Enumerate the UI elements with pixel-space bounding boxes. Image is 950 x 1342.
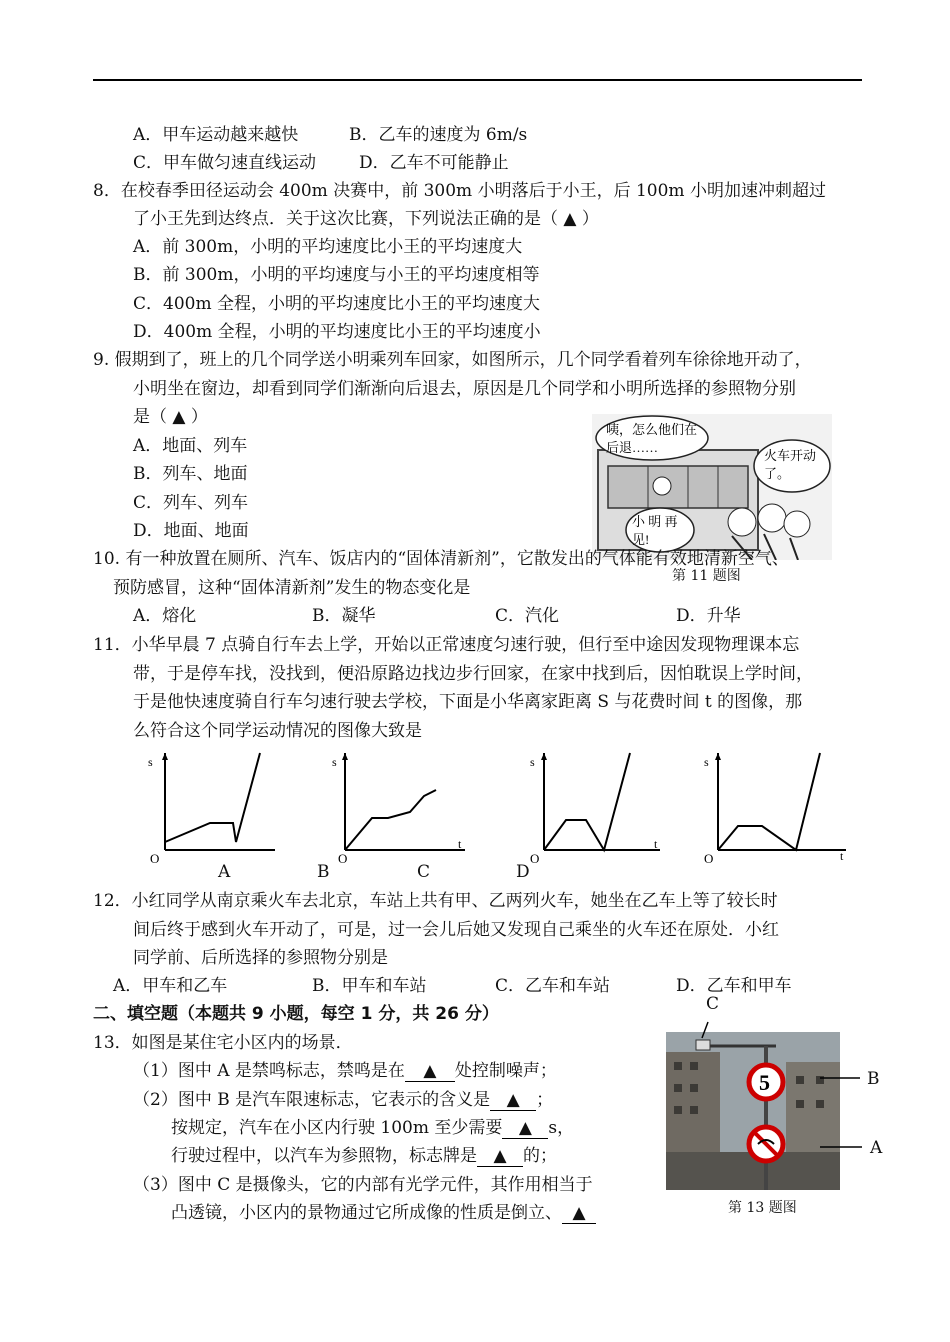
q8-stem-line2: 了小王先到达终点．关于这次比赛，下列说法正确的是（ ▲ ） [133,209,599,229]
speed-sign-number: 5 [759,1070,770,1095]
q13-part2c [171,1146,557,1167]
q13-part1 [133,1061,557,1082]
graph-c-label: C [417,862,431,882]
bubble3-line1: 小 明 再 [632,514,678,529]
graph-b-o: O [338,851,348,866]
section2-title: 二、填空题（本题共 9 小题，每空 1 分，共 26 分） [93,1004,499,1024]
q13-part2b [171,1118,574,1139]
graph-d-o: O [704,851,714,866]
q13-blank5[interactable]: ▲ [562,1203,596,1224]
q13-blank4[interactable]: ▲ [477,1146,523,1167]
q13-part3-line2 [171,1203,596,1224]
q11-stem-line3: 于是他快速度骑自行车匀速行驶去学校，下面是小华离家距离 S 与花费时间 t 的图像，那 [133,692,803,712]
q8-option-b: B．前 300m，小明的平均速度与小王的平均速度相等 [133,265,540,285]
q12-option-b: B．甲车和车站 [312,976,427,996]
graph-a-o: O [150,851,160,866]
q13-label-b: B [867,1069,880,1089]
q13-part2c-post: 的； [523,1146,557,1166]
graph-d-label: D [516,862,530,882]
q12-stem-line2: 间后终于感到火车开动了，可是，过一会儿后她又发现自己乘坐的火车还在原处．小红 [133,920,779,940]
q13-part2b-post: s， [548,1118,575,1138]
q10-stem-line2: 预防感冒，这种“固体清新剂”发生的物态变化是 [113,578,471,598]
q13-part2c-pre: 行驶过程中，以汽车为参照物，标志牌是 [171,1146,477,1166]
graph-c-t: t [654,837,658,851]
q13-part2-post: ； [536,1090,554,1110]
q7-option-a: A．甲车运动越来越快 [133,125,299,145]
q9-option-d: D．地面、地面 [133,521,249,541]
graph-b-t: t [458,837,462,851]
q11-stem-line4: 么符合这个同学运动情况的图像大致是 [133,721,422,741]
graph-d-t: t [840,849,844,863]
q13-part2 [133,1090,553,1111]
bubble3-line2: 见! [632,532,650,547]
q7-option-c: C．甲车做匀速直线运动 [133,153,317,173]
graph-d [700,748,850,873]
q10-option-d: D．升华 [676,606,741,626]
q8-option-d: D．400m 全程，小明的平均速度比小王的平均速度小 [133,322,541,342]
bubble2-line2: 了。 [764,466,791,481]
q10-option-c: C．汽化 [495,606,560,626]
q9-stem-line2: 小明坐在窗边，却看到同学们渐渐向后退去，原因是几个同学和小明所选择的参照物分别 [133,379,796,399]
q10-option-b: B．凝华 [312,606,376,626]
q9-stem-line1: 9. 假期到了，班上的几个同学送小明乘列车回家，如图所示，几个同学看着列车徐徐地开动了， [93,350,812,370]
graph-a-label: A [218,862,231,882]
q13-part1-pre: （1）图中 A 是禁鸣标志，禁鸣是在 [133,1061,405,1081]
q13-part2b-pre: 按规定，汽车在小区内行驶 100m 至少需要 [171,1118,503,1138]
q10-option-a: A．熔化 [133,606,197,626]
q13-figure-caption: 第 13 题图 [728,1200,797,1216]
header-rule [93,79,862,81]
q11-stem-line2: 带，于是停车找，没找到，便沿原路边找边步行回家，在家中找到后，因怕耽误上学时间， [133,664,813,684]
graph-c-s: s [530,755,535,769]
q12-option-a: A．甲车和乙车 [113,976,228,996]
q9-option-c: C．列车、列车 [133,493,249,513]
q13-blank2[interactable]: ▲ [490,1090,536,1111]
q9-option-a: A．地面、列车 [133,436,248,456]
bubble1-line1: 咦，怎么他们在 [606,422,698,437]
q10-stem-line1: 10. 有一种放置在厕所、汽车、饭店内的“固体清新剂”，它散发出的气体能有效地清新空气、 [93,549,789,569]
q7-option-d: D．乙车不可能静止 [359,153,509,173]
q12-stem-line3: 同学前、后所选择的参照物分别是 [133,948,388,968]
q12-stem-line1: 12．小红同学从南京乘火车去北京，车站上共有甲、乙两列火车，她坐在乙车上等了较长时 [93,891,778,911]
graph-a [140,748,280,873]
q8-stem-line1: 8．在校春季田径运动会 400m 决赛中，前 300m 小明落后于小王，后 100m 小明加速冲刺超过 [93,181,826,201]
q13-part2-pre: （2）图中 B 是汽车限速标志，它表示的含义是 [133,1090,491,1110]
graph-d-s: s [704,755,709,769]
q9-stem-line3: 是（ ▲ ） [133,407,208,427]
graph-b [330,748,470,873]
q13-blank1[interactable]: ▲ [405,1061,455,1082]
train-cartoon-figure [592,414,832,560]
q13-part1-post: 处控制噪声； [454,1061,557,1081]
bubble1-line2: 后退…… [606,440,659,455]
q13-blank3[interactable]: ▲ [502,1118,548,1139]
q9-figure-caption: 第 11 题图 [672,568,741,584]
graph-c-o: O [530,851,540,866]
q13-label-c: C [706,994,720,1014]
bubble2-line1: 火车开动 [764,448,817,463]
q8-option-a: A．前 300m，小明的平均速度比小王的平均速度大 [133,237,523,257]
graph-c [524,748,664,873]
graph-b-label: B [317,862,330,882]
q13-part3-text: 凸透镜，小区内的景物通过它所成像的性质是倒立、 [171,1203,562,1223]
q13-part3-line1: （3）图中 C 是摄像头，它的内部有光学元件，其作用相当于 [133,1175,593,1195]
graph-a-s: s [148,755,153,769]
q7-option-b: B．乙车的速度为 6m/s [349,125,528,145]
q12-option-d: D．乙车和甲车 [676,976,792,996]
q13-label-a: A [870,1138,883,1158]
q12-option-c: C．乙车和车站 [495,976,611,996]
graph-b-s: s [332,755,337,769]
q11-stem-line1: 11．小华早晨 7 点骑自行车去上学，开始以正常速度匀速行驶，但行至中途因发现物理课本忘 [93,635,800,655]
q9-option-b: B．列车、地面 [133,464,248,484]
q13-stem: 13．如图是某住宅小区内的场景． [93,1033,353,1053]
q8-option-c: C．400m 全程，小明的平均速度比小王的平均速度大 [133,294,540,314]
